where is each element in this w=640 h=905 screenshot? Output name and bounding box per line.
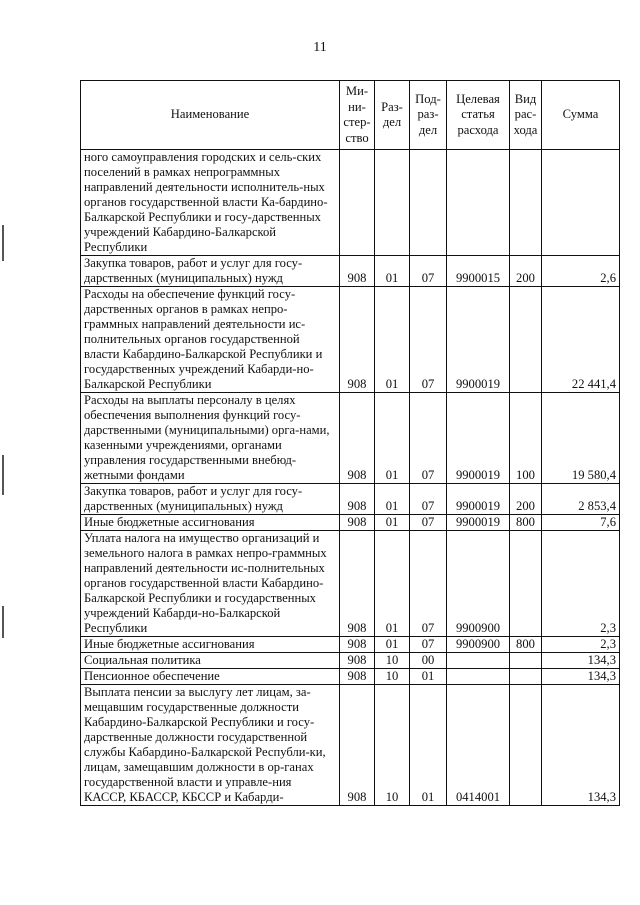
- row-section: 10: [375, 685, 410, 806]
- row-target-article: 9900900: [447, 637, 510, 653]
- row-sum: 134,3: [542, 653, 620, 669]
- row-name: Уплата налога на имущество организаций и земельного налога в рамках непро-граммных направлений деятельности ис-полнительных органов государственной власти Кабардино-Балкарской Республики и государственных учреждений Кабарди-но-Балкарской Республики: [81, 531, 340, 637]
- row-ministry: 908: [340, 653, 375, 669]
- table-row: [81, 484, 620, 515]
- row-sum: 134,3: [542, 685, 620, 806]
- column-header-subsection: Под- раз- дел: [410, 81, 447, 150]
- scan-mark: [2, 606, 4, 638]
- row-name: Закупка товаров, работ и услуг для госу-дарственных (муниципальных) нужд: [81, 256, 340, 287]
- row-sum: [542, 150, 620, 256]
- row-target-article: 9900019: [447, 287, 510, 393]
- budget-table: [80, 80, 620, 806]
- row-expense-type: 800: [510, 515, 542, 531]
- column-header-expense-type: Вид рас- хода: [510, 81, 542, 150]
- row-target-article: [447, 150, 510, 256]
- row-subsection: 07: [410, 531, 447, 637]
- table-row: [81, 256, 620, 287]
- row-target-article: 9900019: [447, 515, 510, 531]
- column-header-target-article: Целевая статья расхода: [447, 81, 510, 150]
- table-row: [81, 637, 620, 653]
- row-sum: 2,3: [542, 637, 620, 653]
- row-ministry: 908: [340, 669, 375, 685]
- row-ministry: 908: [340, 393, 375, 484]
- row-name: Расходы на обеспечение функций госу-дарственных органов в рамках непро-граммных направлений деятельности ис-полнительных органов государственной власти Кабардино-Балкарской Республики и государственных учреждений Кабарди-но-Балкарской Республики: [81, 287, 340, 393]
- row-section: 10: [375, 669, 410, 685]
- row-section: 01: [375, 256, 410, 287]
- column-header-section: Раз- дел: [375, 81, 410, 150]
- row-section: 01: [375, 637, 410, 653]
- row-sum: 2 853,4: [542, 484, 620, 515]
- row-subsection: 07: [410, 637, 447, 653]
- row-expense-type: 200: [510, 256, 542, 287]
- row-target-article: 9900019: [447, 393, 510, 484]
- row-name: Пенсионное обеспечение: [81, 669, 340, 685]
- row-section: 01: [375, 531, 410, 637]
- table-row: [81, 150, 620, 256]
- table-row: [81, 515, 620, 531]
- row-sum: 2,6: [542, 256, 620, 287]
- row-ministry: 908: [340, 515, 375, 531]
- row-expense-type: [510, 653, 542, 669]
- row-expense-type: 800: [510, 637, 542, 653]
- row-ministry: [340, 150, 375, 256]
- row-section: 01: [375, 393, 410, 484]
- table-row: [81, 531, 620, 637]
- row-subsection: 07: [410, 515, 447, 531]
- row-subsection: 00: [410, 653, 447, 669]
- scan-mark: [2, 225, 4, 261]
- table-header-row: [81, 81, 620, 150]
- row-section: 01: [375, 484, 410, 515]
- row-subsection: 07: [410, 484, 447, 515]
- row-sum: 2,3: [542, 531, 620, 637]
- row-name: Иные бюджетные ассигнования: [81, 637, 340, 653]
- row-subsection: 01: [410, 669, 447, 685]
- row-target-article: [447, 653, 510, 669]
- row-target-article: [447, 669, 510, 685]
- row-name: Расходы на выплаты персоналу в целях обеспечения выполнения функций госу-дарственными (муниципальными) орга-нами, казенными учреждениями, органами управления государственными внебюд-жетными фондами: [81, 393, 340, 484]
- scan-mark: [2, 455, 4, 495]
- column-header-name: Наименование: [81, 81, 340, 150]
- row-expense-type: 200: [510, 484, 542, 515]
- row-sum: 22 441,4: [542, 287, 620, 393]
- row-name: Иные бюджетные ассигнования: [81, 515, 340, 531]
- row-sum: 19 580,4: [542, 393, 620, 484]
- row-target-article: 9900900: [447, 531, 510, 637]
- row-section: [375, 150, 410, 256]
- row-expense-type: [510, 669, 542, 685]
- table-row: [81, 685, 620, 806]
- row-section: 01: [375, 287, 410, 393]
- row-target-article: 0414001: [447, 685, 510, 806]
- row-ministry: 908: [340, 531, 375, 637]
- row-name: ного самоуправления городских и сель-ских поселений в рамках непрограммных направлений деятельности исполнитель-ных органов государственной власти Ка-бардино-Балкарской Республики и госу-дарственных учреждений Кабардино-Балкарской Республики: [81, 150, 340, 256]
- row-section: 01: [375, 515, 410, 531]
- row-subsection: [410, 150, 447, 256]
- row-name: Социальная политика: [81, 653, 340, 669]
- row-target-article: 9900019: [447, 484, 510, 515]
- row-expense-type: [510, 531, 542, 637]
- row-subsection: 07: [410, 287, 447, 393]
- table-row: [81, 287, 620, 393]
- page-number: 11: [313, 40, 327, 55]
- row-expense-type: [510, 287, 542, 393]
- row-sum: 7,6: [542, 515, 620, 531]
- row-ministry: 908: [340, 685, 375, 806]
- row-name: Выплата пенсии за выслугу лет лицам, за-мещавшим государственные должности Кабардино-Балкарской Республики и госу-дарственные должности государственной службы Кабардино-Балкарской Республи-ки, лицам, замещавшим должности в ор-ганах государственной власти и управле-ния КАССР, КБАССР, КБССР и Кабарди-: [81, 685, 340, 806]
- row-expense-type: 100: [510, 393, 542, 484]
- row-ministry: 908: [340, 287, 375, 393]
- column-header-ministry: Ми- ни- стер- ство: [340, 81, 375, 150]
- row-section: 10: [375, 653, 410, 669]
- table-row: [81, 393, 620, 484]
- row-expense-type: [510, 150, 542, 256]
- row-subsection: 01: [410, 685, 447, 806]
- row-target-article: 9900015: [447, 256, 510, 287]
- row-subsection: 07: [410, 256, 447, 287]
- row-ministry: 908: [340, 256, 375, 287]
- table-row: [81, 669, 620, 685]
- row-ministry: 908: [340, 484, 375, 515]
- row-expense-type: [510, 685, 542, 806]
- row-ministry: 908: [340, 637, 375, 653]
- row-sum: 134,3: [542, 669, 620, 685]
- row-subsection: 07: [410, 393, 447, 484]
- table-row: [81, 653, 620, 669]
- column-header-sum: Сумма: [542, 81, 620, 150]
- row-name: Закупка товаров, работ и услуг для госу-дарственных (муниципальных) нужд: [81, 484, 340, 515]
